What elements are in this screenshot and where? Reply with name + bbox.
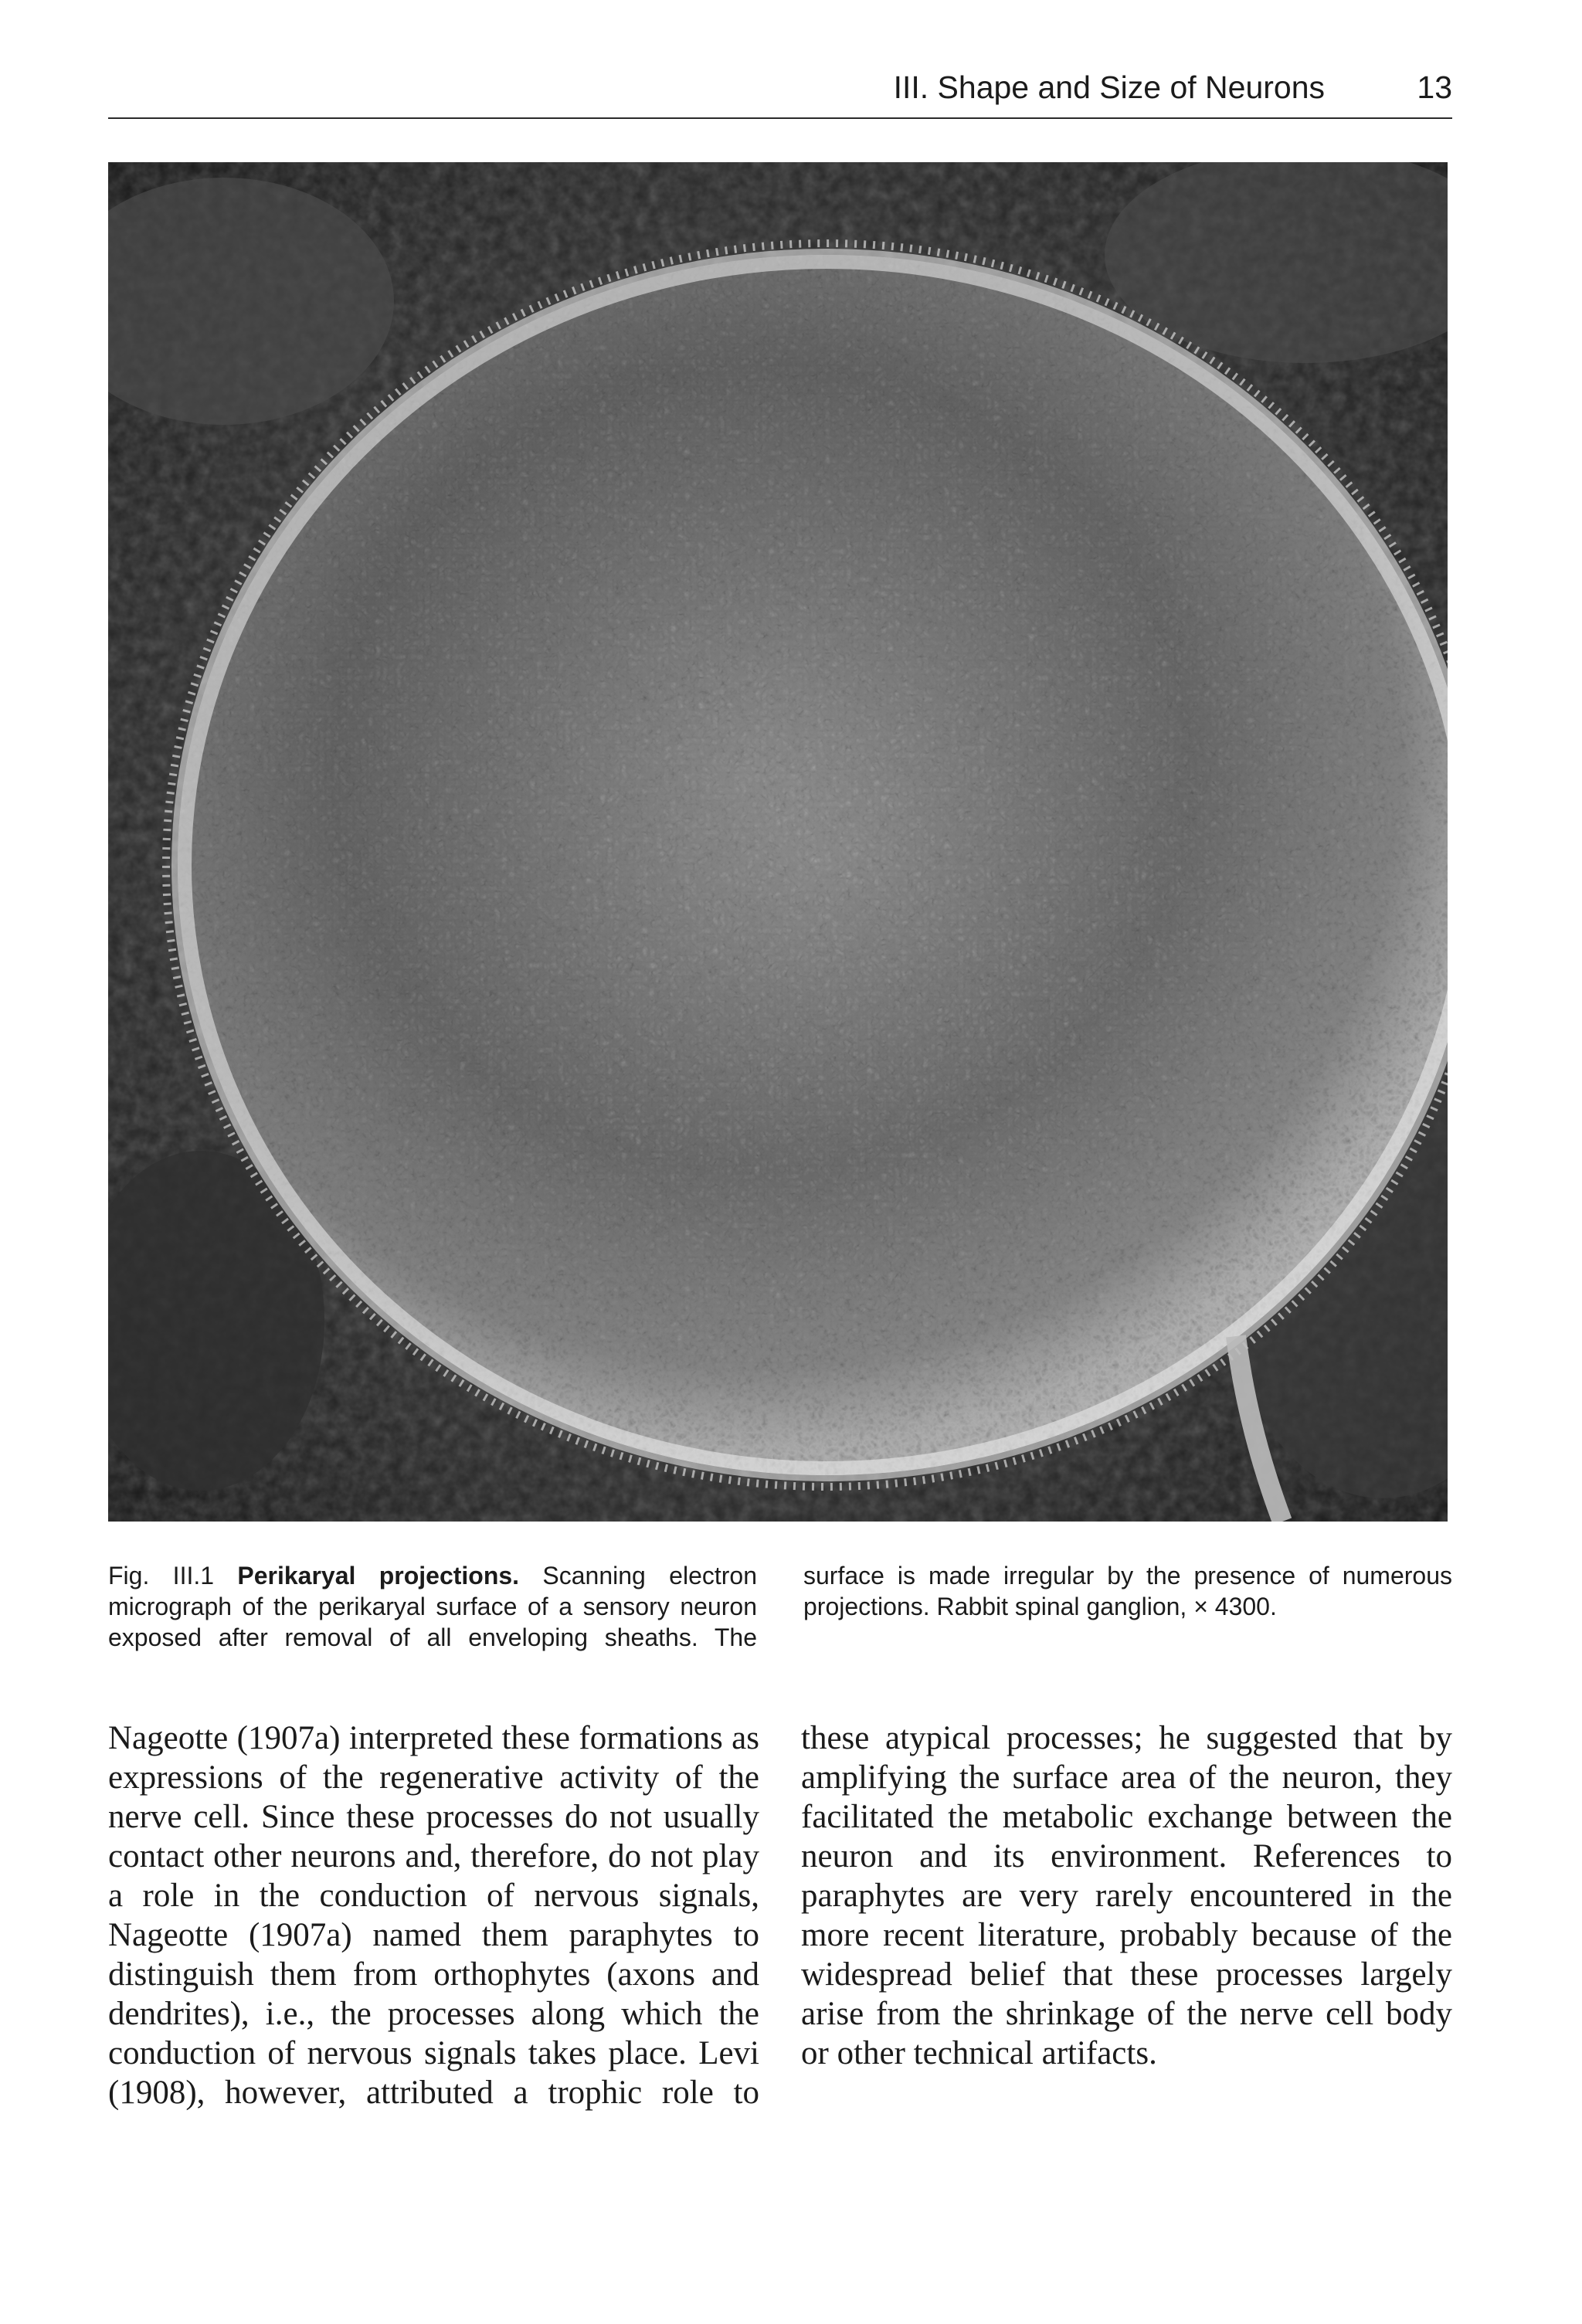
figure-caption xyxy=(108,1560,1452,1653)
body-paragraph: Nageotte (1907a) interpreted these formations as expressions of the regenerative activity of the nerve cell. Since these processes do not usually contact other neurons and, therefore, do not play a role in the conduction of nervous signals, Nageotte (1907a) named them paraphytes to distinguish them from orthophytes (axons and dendrites), i.e., the processes along which the conduction of nervous signals takes place. Levi (1908), however, attributed a trophic role to these atypical processes; he suggested that by amplifying the surface area of the neuron, they facilitated the metabolic exchange between the neuron and its environment. References to paraphytes are very rarely encountered in the more recent literature, probably because of the widespread belief that these processes largely arise from the shrinkage of the nerve cell body or other technical artifacts. xyxy=(108,1720,1452,2111)
running-title: III. Shape and Size of Neurons xyxy=(893,70,1325,105)
neuron-micrograph-image xyxy=(108,162,1448,1522)
body-text xyxy=(108,1718,1452,2112)
figure-label: Fig. III.1 xyxy=(108,1562,215,1589)
figure-caption-text: Scanning electron micrograph of the perikaryal surface of a sensory neuron exposed after removal of all enveloping sheaths. The surface is made irregular by the presence of numerous projections. Rabbit spinal ganglion, × 4300. xyxy=(108,1562,1452,1651)
page-number: 13 xyxy=(1417,70,1452,105)
page-header xyxy=(108,70,1452,119)
micrograph-figure xyxy=(108,162,1448,1522)
figure-title: Perikaryal projections. xyxy=(237,1562,520,1589)
